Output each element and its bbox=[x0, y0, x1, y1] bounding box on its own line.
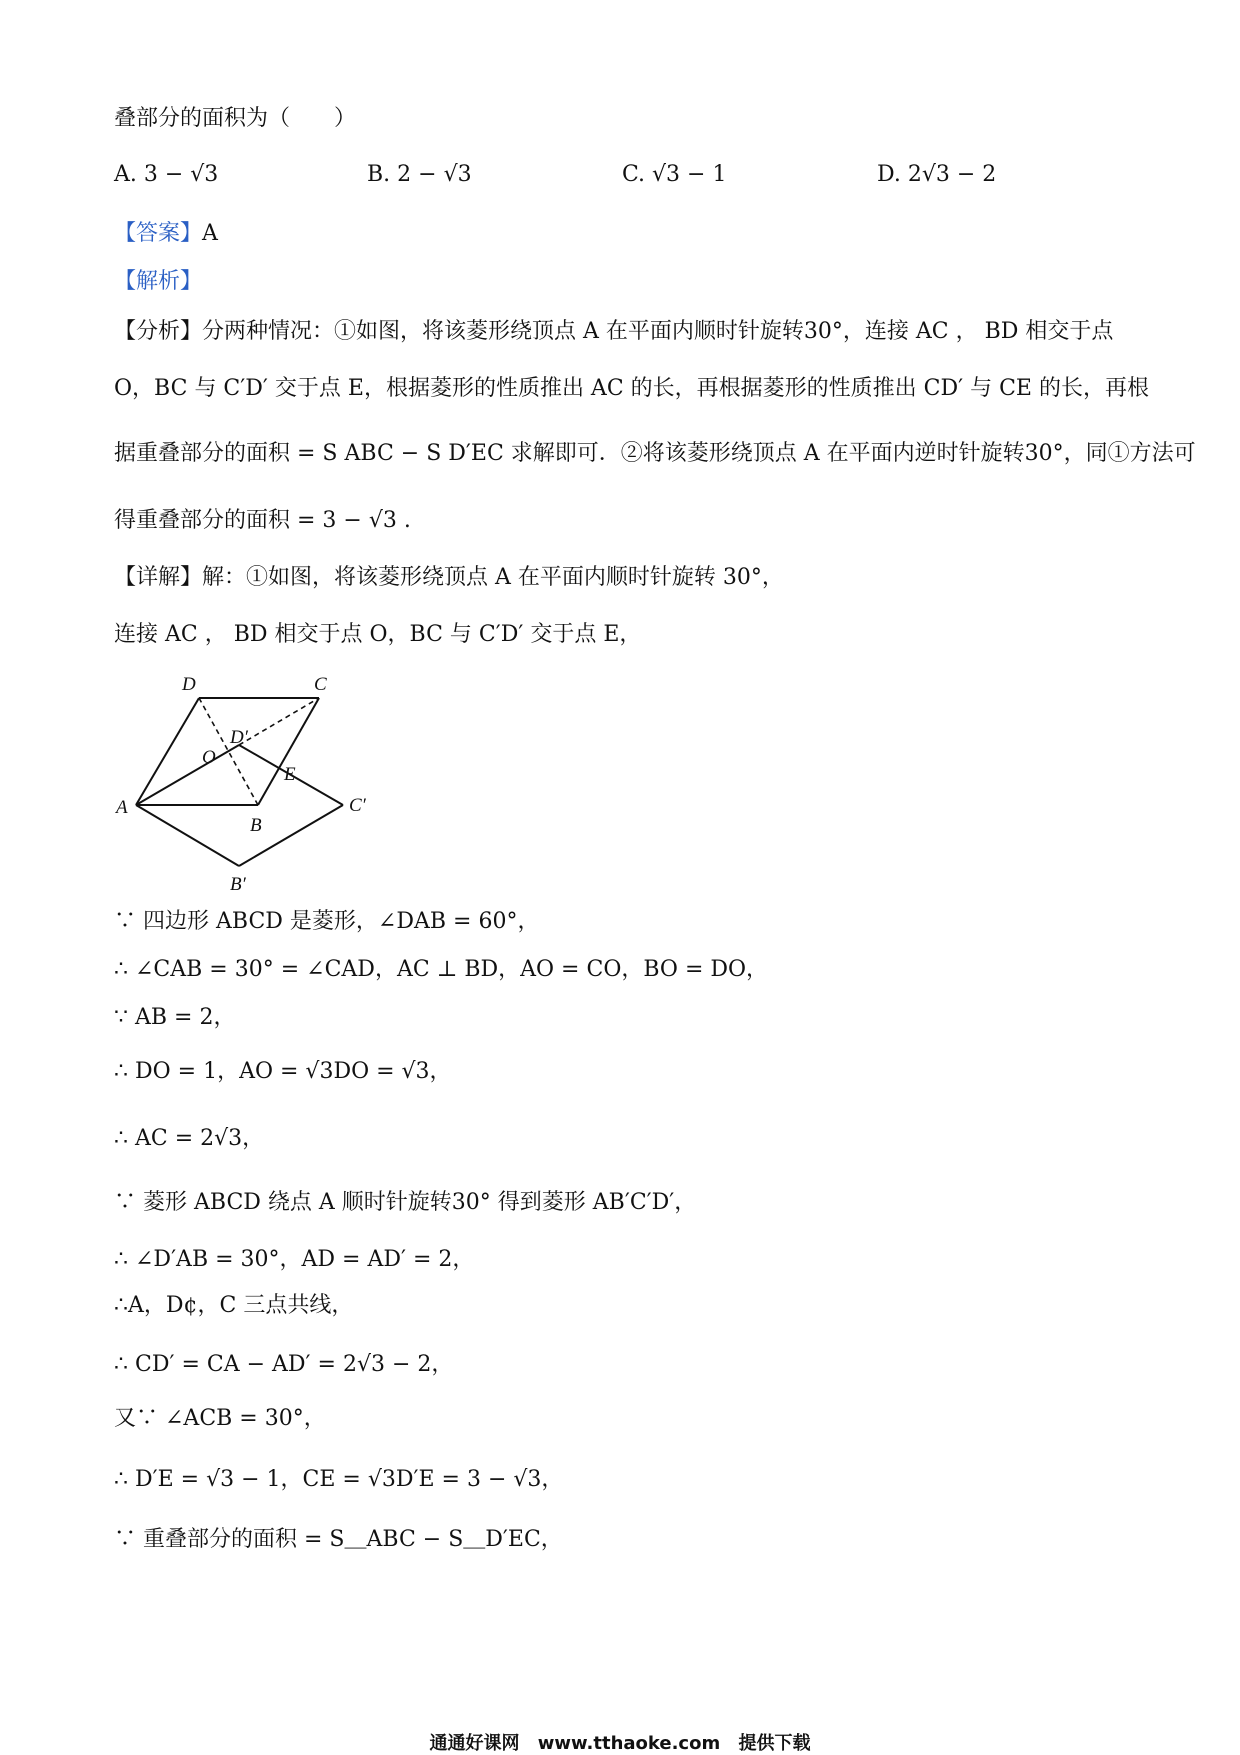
label-D: D bbox=[182, 674, 196, 695]
option-d: D. 2√3 − 2 bbox=[877, 162, 997, 187]
label-E: E bbox=[284, 764, 296, 785]
detail-line-2: 连接 AC ， BD 相交于点 O，BC 与 C′D′ 交于点 E， bbox=[114, 622, 642, 647]
answer-value: A bbox=[202, 221, 218, 246]
fenxi-line-1 bbox=[114, 317, 1113, 347]
step-7: ∴ ∠D′AB = 30°，AD = AD′ = 2， bbox=[114, 1247, 475, 1272]
detail-line-1 bbox=[114, 563, 784, 593]
option-c: C. √3 − 1 bbox=[622, 162, 727, 187]
footer bbox=[0, 1729, 1240, 1755]
step-9: ∴ CD′ = CA − AD′ = 2√3 − 2， bbox=[114, 1352, 454, 1377]
answer-line bbox=[114, 219, 218, 249]
label-O: O bbox=[202, 747, 216, 768]
label-A: A bbox=[116, 797, 128, 818]
rhombus-rotation-figure bbox=[112, 668, 392, 898]
step-1: ∵ 四边形 ABCD 是菱形，∠DAB = 60°， bbox=[114, 909, 540, 934]
step-11: ∴ D′E = √3 − 1，CE = √3D′E = 3 − √3， bbox=[114, 1467, 564, 1492]
label-C-prime: C′ bbox=[349, 795, 366, 816]
edge-AD-prime bbox=[136, 745, 239, 805]
detail-tag: 【详解】 bbox=[114, 565, 203, 590]
footer-action: 提供下载 bbox=[738, 1733, 811, 1754]
step-2: ∴ ∠CAB = 30° = ∠CAD，AC ⊥ BD，AO = CO，BO = DO， bbox=[114, 957, 769, 982]
edge-CB bbox=[258, 698, 319, 805]
edge-AD bbox=[136, 698, 199, 805]
step-6: ∵ 菱形 ABCD 绕点 A 顺时针旋转30° 得到菱形 AB′C′D′， bbox=[114, 1190, 697, 1215]
step-4: ∴ DO = 1，AO = √3DO = √3， bbox=[114, 1059, 452, 1084]
diagonal-D-prime-C bbox=[239, 698, 319, 745]
option-a: A. 3 − √3 bbox=[114, 162, 219, 187]
fenxi-text-1: 分两种情况：①如图，将该菱形绕顶点 A 在平面内顺时针旋转30°，连接 AC ， BD 相交于点 bbox=[202, 319, 1114, 344]
label-C: C bbox=[314, 674, 327, 695]
label-D-prime: D′ bbox=[230, 727, 248, 748]
label-B-prime: B′ bbox=[230, 874, 246, 895]
fenxi-line-3: 据重叠部分的面积 = S ABC − S D′EC 求解即可．②将该菱形绕顶点 A 在平面内逆时针旋转30°，同①方法可 bbox=[114, 441, 1196, 466]
fenxi-line-4: 得重叠部分的面积 = 3 − √3 . bbox=[114, 508, 411, 533]
edge-B-prime-A bbox=[136, 805, 239, 866]
footer-url[interactable]: www.tthaoke.com bbox=[537, 1733, 721, 1754]
question-tail: 叠部分的面积为（ ） bbox=[114, 106, 357, 131]
step-8: ∴A，D¢，C 三点共线， bbox=[114, 1293, 354, 1318]
fenxi-tag: 【分析】 bbox=[114, 319, 203, 344]
answer-tag: 【答案】 bbox=[114, 221, 203, 246]
step-10: 又∵ ∠ACB = 30°， bbox=[114, 1406, 326, 1431]
footer-site-name: 通通好课网 bbox=[429, 1733, 520, 1754]
detail-text-1: 解：①如图，将该菱形绕顶点 A 在平面内顺时针旋转 30°， bbox=[202, 565, 784, 590]
option-b: B. 2 − √3 bbox=[367, 162, 472, 187]
step-5: ∴ AC = 2√3， bbox=[114, 1126, 265, 1151]
step-12: ∵ 重叠部分的面积 = S＿ABC − S＿D′EC， bbox=[114, 1527, 563, 1552]
analysis-tag: 【解析】 bbox=[114, 269, 203, 294]
step-3: ∵ AB = 2， bbox=[114, 1005, 236, 1030]
label-B: B bbox=[250, 815, 262, 836]
fenxi-line-2: O，BC 与 C′D′ 交于点 E，根据菱形的性质推出 AC 的长，再根据菱形的性质推出 CD′ 与 CE 的长，再根 bbox=[114, 376, 1149, 401]
